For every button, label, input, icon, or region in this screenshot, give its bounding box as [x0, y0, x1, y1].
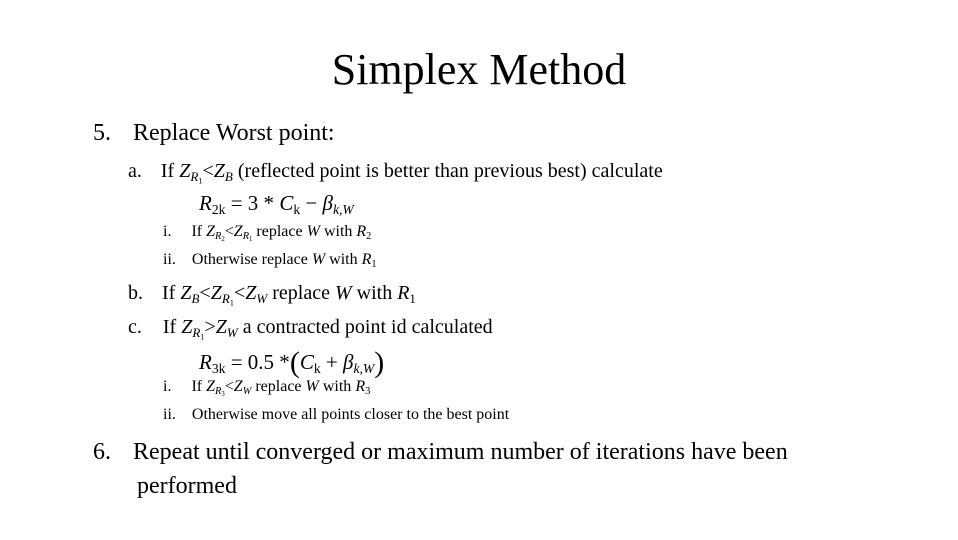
step-6-marker: 6. [93, 439, 111, 465]
item-a-ii: ii. Otherwise replace W with $R_1$ [163, 251, 377, 271]
formula-contract: $R_{3k} = 0.5$ $*(C_k + \beta_{k,W})$ [199, 346, 385, 379]
step-6 [93, 437, 788, 467]
item-a-tail: (reflected point is better than previous best) calculate [237, 160, 663, 182]
page-title: Simplex Method [331, 45, 627, 94]
step-5 [93, 118, 335, 148]
step-5-marker: 5. [93, 120, 111, 146]
step-5-text: Replace Worst point: [133, 120, 335, 146]
item-a-i-marker: i. [163, 223, 172, 240]
item-c-ii-marker: ii. [163, 406, 176, 423]
item-c-i-marker: i. [163, 378, 172, 395]
item-b: b. If $Z_B<Z_{R_1}<Z_W$ replace W with $R_1$ [128, 282, 416, 308]
item-a-condition: $Z_{R_1}<Z_B$ [179, 160, 233, 186]
item-a-if: If [160, 160, 175, 182]
formula-reflect-expand: $R_{2k} = 3 * C_k - \beta_{k,W}$ [199, 191, 354, 218]
item-a-ii-marker: ii. [163, 251, 176, 268]
item-a-marker: a. [128, 160, 142, 182]
item-a [128, 158, 663, 184]
item-c: c. If $Z_{R_1}>Z_W$ a contracted point id calculated [128, 316, 493, 342]
item-c-i: i. If $Z_{R_3}<Z_W$ replace W with $R_3$ [163, 378, 371, 399]
item-b-marker: b. [128, 282, 143, 304]
step-6-line-1: Repeat until converged or maximum number of iterations have been [133, 439, 788, 465]
item-a-i: i. If $Z_{R_2}<Z_{R_1}$ replace W with $R_2$ [163, 223, 372, 244]
item-c-ii: ii. Otherwise move all points closer to the best point [163, 406, 510, 423]
step-6-line-2: performed [137, 473, 237, 499]
item-c-marker: c. [128, 316, 142, 338]
